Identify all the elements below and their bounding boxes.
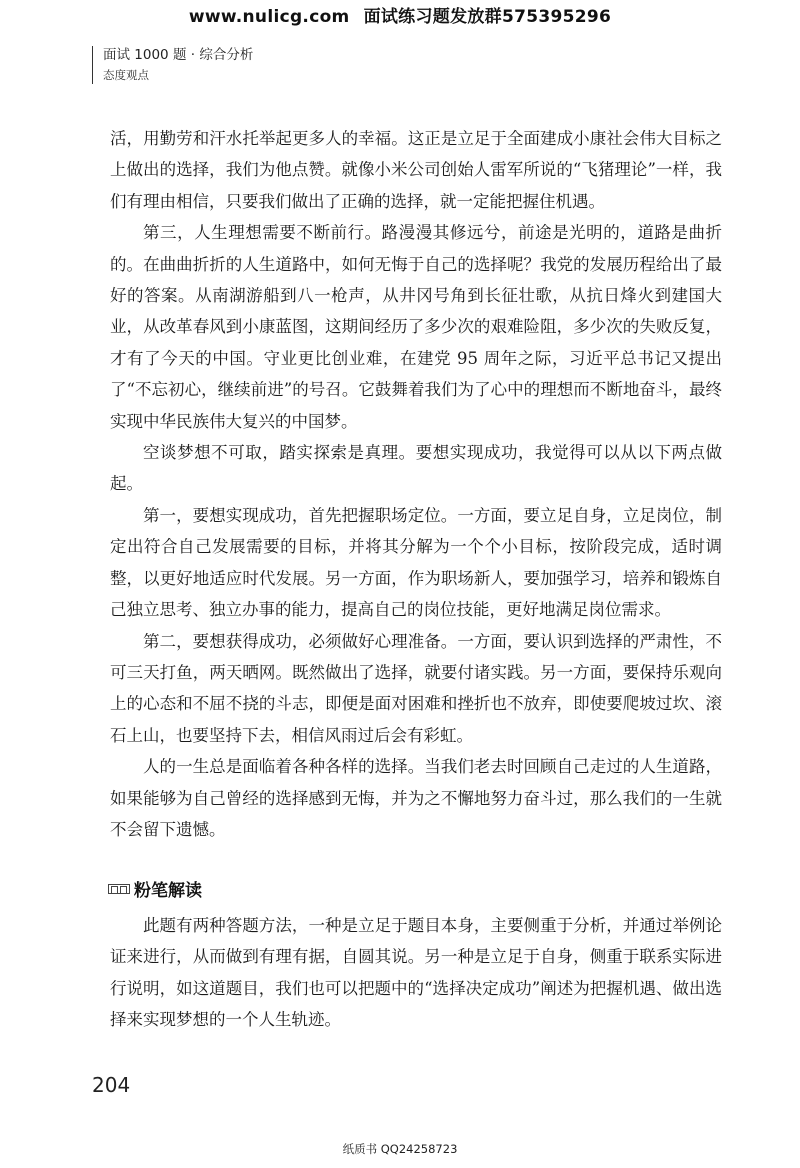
paragraph: 人的一生总是面临着各种各样的选择。当我们老去时回顾自己走过的人生道路，如果能够为自己曾经的选择感到无悔，并为之不懈地努力奋斗过，那么我们的一生就不会留下遗憾。 (110, 757, 722, 839)
page-number: 204 (92, 1073, 131, 1097)
chalk-marker-icon (108, 884, 130, 894)
banner-text: 面试练习题发放群575395296 (363, 7, 612, 27)
paragraph: 第二，要想获得成功，必须做好心理准备。一方面，要认识到选择的严肃性，不可三天打鱼，两天晒网。既然做出了选择，就要付诸实践。另一方面，要保持乐观向上的心态和不屈不挠的斗志，即便是面对困难和挫折也不放弃，即使要爬坡过坎、滚石上山，也要坚持下去，相信风雨过后会有彩虹。 (110, 631, 722, 745)
book-title: 面试 1000 题 · 综合分析 (103, 47, 254, 63)
paragraph: 空谈梦想不可取，踏实探索是真理。要想实现成功，我觉得可以从以下两点做起。 (110, 443, 722, 494)
analysis-heading (108, 876, 202, 901)
analysis-paragraph: 此题有两种答题方法，一种是立足于题目本身，主要侧重于分析，并通过举例论证来进行，从而做到有理有据，自圆其说。另一种是立足于自身，侧重于联系实际进行说明，如这道题目，我们也可以把题中的“选择决定成功”阐述为把握机遇、做出选择来实现梦想的一个人生轨迹。 (110, 916, 722, 1030)
running-head (92, 46, 253, 84)
banner-url[interactable]: www.nulicg.com (188, 7, 350, 27)
top-banner (0, 2, 800, 27)
body-text (110, 123, 722, 845)
paragraph: 第三，人生理想需要不断前行。路漫漫其修远兮，前途是光明的，道路是曲折的。在曲曲折折的人生道路中，如何无悔于自己的选择呢？我党的发展历程给出了最好的答案。从南湖游船到八一枪声，从井冈号角到长征壮歌，从抗日烽火到建国大业，从改革春风到小康蓝图，这期间经历了多少次的艰难险阻，多少次的失败反复，才有了今天的中国。守业更比创业难，在建党 95 周年之际，习近平总书记又提出了“不忘初心，继续前进”的号召。它鼓舞着我们为了心中的理想而不断地奋斗，最终实现中华民族伟大复兴的中国梦。 (110, 223, 722, 431)
section-name: 态度观点 (103, 68, 149, 82)
analysis-title: 粉笔解读 (134, 881, 202, 901)
footer-note: 纸质书 QQ24258723 (342, 1142, 458, 1156)
paragraph: 活，用勤劳和汗水托举起更多人的幸福。这正是立足于全面建成小康社会伟大目标之上做出的选择，我们为他点赞。就像小米公司创始人雷军所说的“飞猪理论”一样，我们有理由相信，只要我们做出了正确的选择，就一定能把握住机遇。 (110, 129, 722, 211)
analysis-text (110, 910, 722, 1036)
paragraph: 第一，要想实现成功，首先把握职场定位。一方面，要立足自身，立足岗位，制定出符合自己发展需要的目标，并将其分解为一个个小目标，按阶段完成，适时调整，以更好地适应时代发展。另一方面，作为职场新人，要加强学习，培养和锻炼自己独立思考、独立办事的能力，提高自己的岗位技能，更好地满足岗位需求。 (110, 505, 722, 620)
